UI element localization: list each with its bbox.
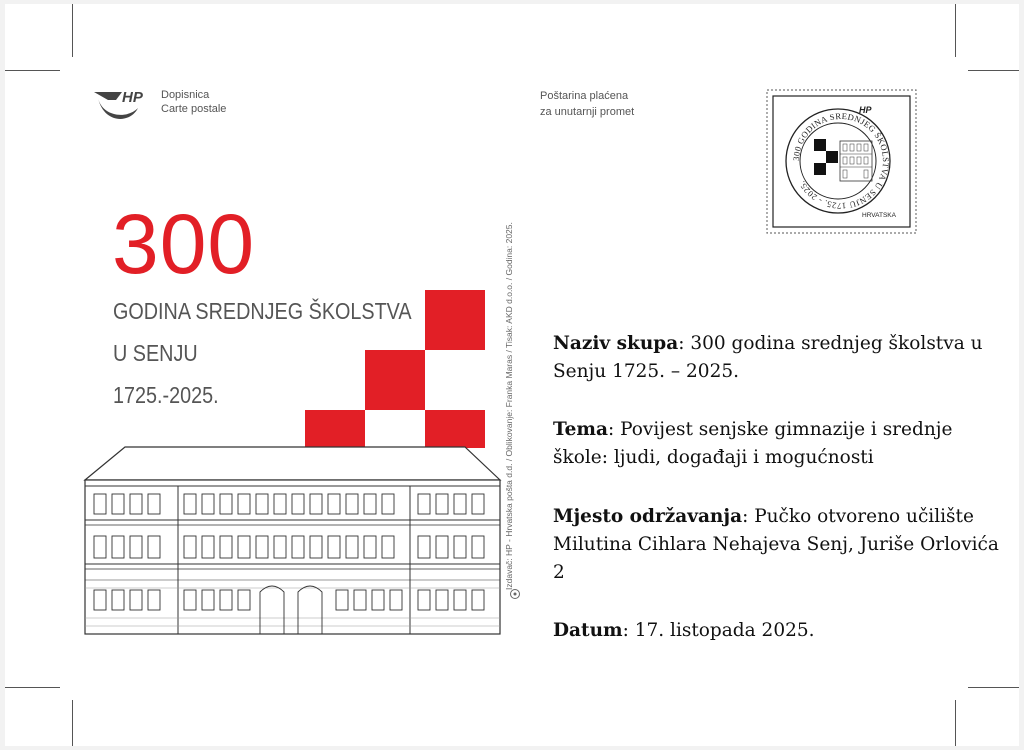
crop-mark	[955, 4, 956, 57]
headline-number: 300	[112, 197, 256, 291]
info-event-name-value: : 300 godina srednjeg školstva u Senju 1725. – 2025.	[553, 333, 983, 382]
hp-logo-text: HP	[122, 89, 143, 106]
info-event-name-label: Naziv skupa	[553, 333, 679, 354]
headline-line2: U SENJU	[113, 340, 198, 366]
school-building-illustration	[80, 440, 504, 640]
info-date-value: : 17. listopada 2025.	[622, 620, 815, 641]
info-venue-value: : Pučko otvoreno učilište Milutina Cihlara Nehajeva Senj, Juriše Orlovića 2	[553, 506, 999, 583]
recycle-icon	[509, 588, 521, 600]
crop-mark	[968, 70, 1019, 71]
crop-mark	[72, 700, 73, 746]
headline-line1: GODINA SREDNJEG ŠKOLSTVA	[113, 298, 412, 324]
info-date	[553, 617, 1013, 645]
crop-mark	[955, 700, 956, 746]
postage-line2: za unutarnji promet	[540, 106, 635, 118]
stamp-brand: HP	[859, 105, 872, 115]
info-event-name	[553, 330, 1013, 386]
info-topic-value: : Povijest senjske gimnazije i srednje škole: ljudi, događaji i mogućnosti	[553, 419, 953, 468]
card-type-line2: Carte postale	[161, 103, 227, 115]
info-venue-label: Mjesto održavanja	[553, 506, 743, 527]
checker-square	[425, 290, 485, 350]
crop-mark	[5, 70, 60, 71]
card-type-line1: Dopisnica	[161, 89, 210, 101]
hp-logo-icon	[92, 86, 152, 126]
info-topic	[553, 416, 1013, 472]
credits-text: Izdavač: HP - Hrvatska pošta d.d. / Oblikovanje: Franka Maras / Tisak: AKD d.o.o. / Godina: 2025.	[504, 222, 514, 590]
info-date-label: Datum	[553, 620, 623, 641]
info-topic-label: Tema	[553, 419, 608, 440]
postage-stamp	[766, 89, 917, 234]
crop-mark	[5, 687, 60, 688]
crop-mark	[968, 687, 1019, 688]
postage-line1: Poštarina plaćena	[540, 90, 629, 102]
info-venue	[553, 503, 1013, 587]
crop-mark	[72, 4, 73, 57]
credits	[504, 170, 518, 590]
stamp-country: HRVATSKA	[862, 212, 896, 219]
stamp-ring-text: 300 GODINA SREDNJEG ŠKOLSTVA U SENJU 1725. - 2025.	[790, 110, 892, 212]
card-type	[161, 88, 226, 116]
headline-line3: 1725.-2025.	[113, 382, 219, 408]
postage-note	[540, 88, 634, 120]
checker-square	[365, 350, 425, 410]
